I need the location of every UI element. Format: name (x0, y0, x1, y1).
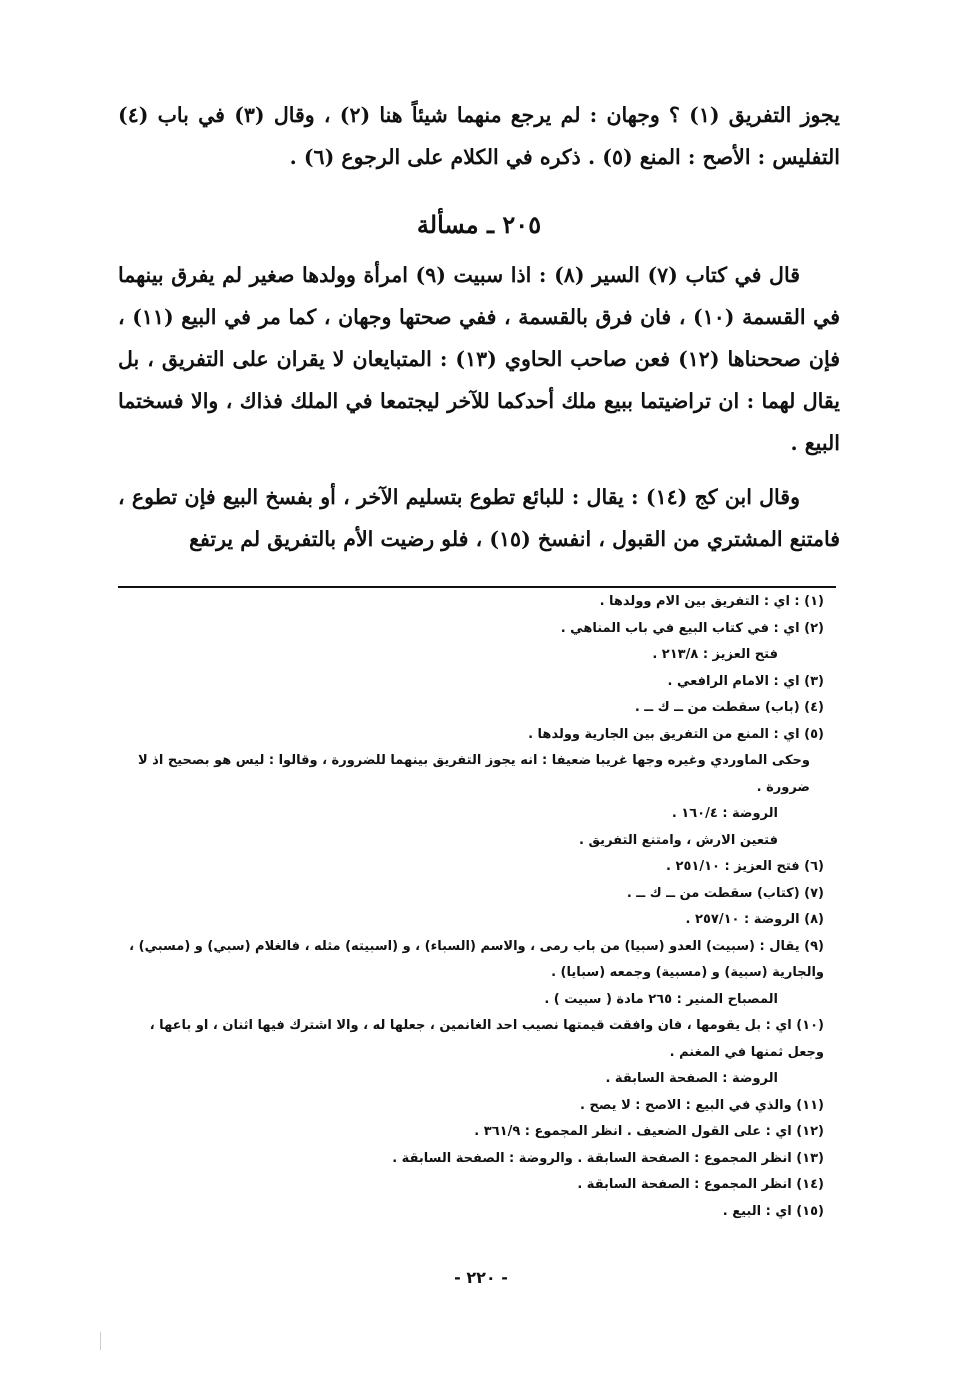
scan-edge-mark (100, 1332, 101, 1350)
footnote: (١٤) انظر المجموع : الصفحة السابقة . (577, 1177, 824, 1192)
footnote: (١١) والذي في البيع : الاصح : لا يصح . (580, 1097, 824, 1113)
footnote: (٩) يقال : (سبيت) العدو (سبيا) من باب رمى ، والاسم (السباء) ، و (اسبيته) مثله ، فالغلام (سبي) و (مسبي) ، والجارية (سبية) و (مسبية) وجمعه (سبايا) . (129, 938, 824, 980)
page-number: - ٢٢٠ - (454, 1268, 508, 1287)
footnote-continuation: وحكى الماوردي وغيره وجها غريبا ضعيفا : انه يجوز التفريق بينهما للضرورة ، وقالوا : ليس هو بصحيح اذ لا ضرورة . (137, 753, 810, 795)
paragraph-gap (118, 464, 840, 476)
footnote: (٢) اي : في كتاب البيع في باب المناهي . (560, 620, 824, 636)
footnote: (١٢) اي : على القول الضعيف . انظر المجموع : ٣٦١/٩ . (474, 1124, 824, 1139)
footnote-continuation: فتح العزيز : ٢١٣/٨ . (652, 647, 778, 662)
footnote: (١٣) انظر المجموع : الصفحة السابقة . والروضة : الصفحة السابقة . (392, 1150, 824, 1166)
footnote-continuation: فتعين الارش ، وامتنع التفريق . (579, 832, 778, 848)
footnote-continuation: الروضة : ١٦٠/٤ . (671, 806, 778, 821)
footnote: (٦) فتح العزيز : ٢٥١/١٠ . (666, 859, 824, 874)
footnote: (١٠) اي : بل يقومها ، فان وافقت قيمتها نصيب احد الغانمين ، جعلها له ، والا اشترك فيها اثنان ، او باعها ، وجعل ثمنها في المغنم . (149, 1018, 824, 1060)
footnote: (٨) الروضة : ٢٥٧/١٠ . (685, 912, 824, 927)
footnote: (١) : اي : التفريق بين الام وولدها . (599, 594, 824, 609)
footnote: (٧) (كتاب) سقطت من ــ ك ــ . (626, 885, 824, 901)
footnote: (٣) اي : الامام الرافعي . (667, 673, 824, 689)
footnote-separator (118, 586, 836, 588)
footnote-continuation: المصباح المنير : ٢٦٥ مادة ( سبيت ) . (544, 991, 778, 1007)
main-text (118, 94, 840, 560)
footnote: (٥) اي : المنع من التفريق بين الجارية وولدها . (528, 726, 824, 742)
paragraph-ibn-kajj: وقال ابن كج (١٤) : يقال : للبائع تطوع بتسليم الآخر ، أو بفسخ البيع فإن تطوع ، فامتنع المشتري من القبول ، انفسخ (١٥) ، فلو رضيت الأم بالتفريق لم يرتفع (118, 485, 840, 551)
footnote-continuation: الروضة : الصفحة السابقة . (605, 1071, 778, 1086)
footnote: (٤) (باب) سقطت من ــ ك ــ . (634, 700, 824, 715)
footnote: (١٥) اي : البيع . (722, 1203, 824, 1219)
paragraph-205: قال في كتاب (٧) السير (٨) : اذا سبيت (٩) امرأة وولدها صغير لم يفرق بينهما في القسمة (١٠) ، فان فرق بالقسمة ، ففي صحتها وجهان ، كما مر في البيع (١١) ، فإن صححناها (١٢) فعن صاحب الحاوي (١٣) : المتبايعان لا يقران على التفريق ، بل يقال لهما : ان تراضيتما ببيع ملك أحدكما للآخر ليجتمعا في الملك فذاك ، والا فسختما البيع . (118, 263, 841, 455)
section-heading: ٢٠٥ ـ مسألة (416, 210, 542, 239)
footnotes (112, 589, 824, 1225)
opening-paragraph: يجوز التفريق (١) ؟ وجهان : لم يرجع منهما شيئاً هنا (٢) ، وقال (٣) في باب (٤) التفليس : الأصح : المنع (٥) . ذكره في الكلام على الرجوع (٦) . (118, 103, 840, 169)
